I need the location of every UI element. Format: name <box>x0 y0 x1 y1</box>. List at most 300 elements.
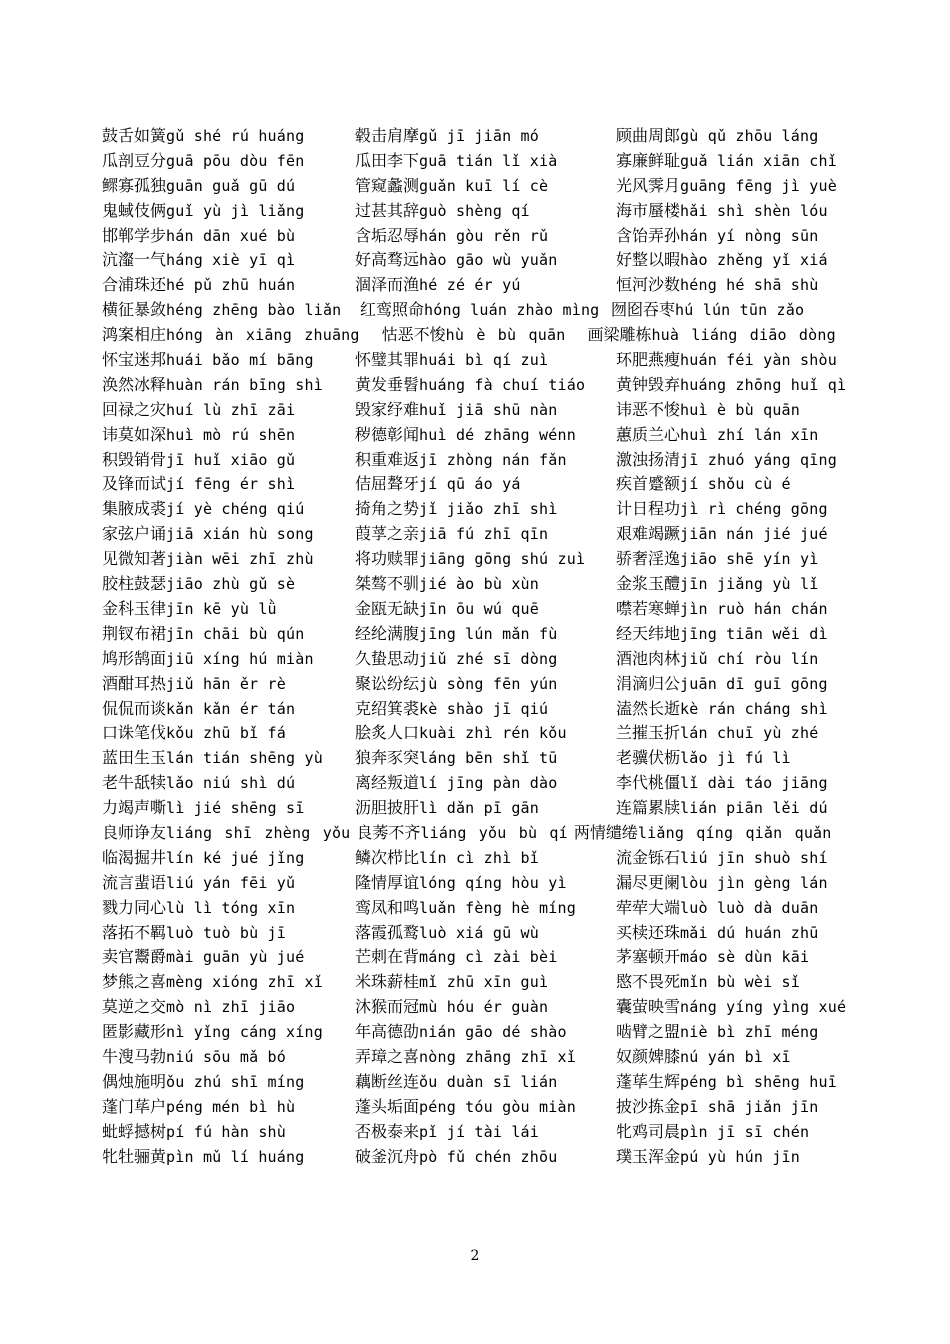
idiom-chinese: 奴颜婢膝 <box>616 1046 681 1066</box>
idiom-pinyin: juān dī guī gōng <box>680 674 828 693</box>
idiom-entry <box>616 423 818 448</box>
idiom-row <box>102 398 874 423</box>
idiom-chinese: 怙恶不悛 <box>381 325 446 345</box>
idiom-entry <box>102 1020 323 1045</box>
idiom-chinese: 葭莩之亲 <box>355 524 420 544</box>
idiom-entry <box>616 124 818 149</box>
idiom-pinyin: lù lì tóng xīn <box>166 898 296 917</box>
idiom-pinyin: hé zé ér yú <box>419 276 521 295</box>
idiom-pinyin: jiǔ chí ròu lín <box>680 649 819 668</box>
idiom-pinyin: jīn jiǎng yù lǐ <box>680 575 819 594</box>
idiom-chinese: 兰摧玉折 <box>616 723 681 743</box>
idiom-entry <box>102 472 295 497</box>
idiom-pinyin: pī shā jiǎn jīn <box>680 1097 819 1116</box>
idiom-row <box>102 1095 874 1120</box>
idiom-chinese: 回禄之灾 <box>102 399 167 419</box>
idiom-chinese: 克绍箕裘 <box>355 698 420 718</box>
idiom-pinyin: kǎn kǎn ér tán <box>166 699 296 718</box>
idiom-entry <box>616 746 791 771</box>
idiom-pinyin: liú jīn shuò shí <box>680 848 828 867</box>
idiom-pinyin: jí shǒu cù é <box>680 475 791 494</box>
idiom-entry <box>355 1095 576 1120</box>
idiom-pinyin: mù hóu ér guàn <box>419 998 549 1017</box>
idiom-pinyin: guā pōu dòu fēn <box>166 151 305 170</box>
idiom-entry <box>102 796 304 821</box>
idiom-row <box>102 1070 874 1095</box>
idiom-entry <box>616 846 828 871</box>
idiom-entry <box>616 224 818 249</box>
idiom-chinese: 沆瀣一气 <box>102 250 167 270</box>
idiom-chinese: 老骥伏枥 <box>616 748 681 768</box>
idiom-pinyin: guǐ yù jì liǎng <box>166 201 305 220</box>
idiom-entry <box>102 124 304 149</box>
idiom-chinese: 莫逆之交 <box>102 997 167 1017</box>
idiom-entry <box>102 298 341 323</box>
idiom-chinese: 溘然长逝 <box>616 698 681 718</box>
idiom-entry <box>355 124 539 149</box>
idiom-pinyin: huàn rán bīng shì <box>166 375 323 394</box>
idiom-pinyin: jǐ jiǎo zhī shì <box>419 500 558 519</box>
idiom-pinyin: lí jīng pàn dào <box>419 774 558 793</box>
idiom-pinyin: gǔ shé rú huáng <box>166 127 305 145</box>
idiom-row <box>102 1020 874 1045</box>
idiom-chinese: 牛溲马勃 <box>102 1046 167 1066</box>
idiom-entry <box>102 1120 286 1145</box>
idiom-pinyin: mài guān yù jué <box>166 948 305 967</box>
idiom-entry <box>355 423 576 448</box>
idiom-entry <box>355 970 548 995</box>
idiom-pinyin: hán dān xué bù <box>166 226 296 245</box>
idiom-entry <box>355 348 548 373</box>
idiom-pinyin: mèng xióng zhī xǐ <box>166 973 323 992</box>
idiom-entry <box>616 672 828 697</box>
idiom-pinyin: hǎi shì shèn lóu <box>680 201 828 220</box>
idiom-entry <box>382 325 566 344</box>
idiom-entry <box>611 298 804 323</box>
idiom-pinyin: huáng zhōng huǐ qì <box>680 375 847 394</box>
idiom-chinese: 计日程功 <box>616 499 681 519</box>
idiom-pinyin: lǎo niú shì dú <box>166 774 296 793</box>
idiom-entry <box>355 273 521 298</box>
idiom-pinyin: kuài zhì rén kǒu <box>419 724 567 743</box>
idiom-pinyin: lì jié shēng sī <box>166 799 305 818</box>
idiom-pinyin: pú yù hún jīn <box>680 1147 801 1166</box>
idiom-chinese: 荦荦大端 <box>616 897 681 917</box>
idiom-pinyin: guǎn kuī lí cè <box>419 176 549 195</box>
idiom-entry <box>102 597 277 622</box>
idiom-chinese: 蕙质兰心 <box>616 424 681 444</box>
idiom-row <box>102 149 874 174</box>
idiom-row <box>102 995 874 1020</box>
idiom-row <box>102 796 874 821</box>
idiom-entry <box>102 1045 286 1070</box>
idiom-chinese: 讳恶不悛 <box>616 399 681 419</box>
idiom-entry <box>616 572 818 597</box>
idiom-chinese: 买椟还珠 <box>616 922 681 942</box>
idiom-chinese: 侃侃而谈 <box>102 698 167 718</box>
idiom-entry <box>616 1145 800 1170</box>
idiom-entry <box>355 174 548 199</box>
idiom-pinyin: gù qǔ zhōu láng <box>680 127 819 145</box>
idiom-pinyin: huái bǎo mí bāng <box>166 351 314 370</box>
idiom-entry <box>355 1120 539 1145</box>
idiom-chinese: 蓝田生玉 <box>102 748 167 768</box>
idiom-chinese: 梦熊之喜 <box>102 972 167 992</box>
idiom-pinyin: nì yǐng cáng xíng <box>166 1023 323 1042</box>
idiom-pinyin: jiā fú zhī qīn <box>419 525 549 544</box>
idiom-entry <box>102 398 295 423</box>
idiom-pinyin: jī zhuó yáng qīng <box>680 450 837 469</box>
idiom-entry <box>102 871 295 896</box>
idiom-pinyin: lán chuī yù zhé <box>680 724 819 743</box>
idiom-pinyin: lǎo jì fú lì <box>680 749 791 768</box>
idiom-chinese: 啮臂之盟 <box>616 1022 681 1042</box>
idiom-pinyin: pò fǔ chén zhōu <box>419 1147 558 1166</box>
idiom-entry <box>355 199 530 224</box>
idiom-chinese: 落霞孤鹜 <box>355 922 420 942</box>
idiom-entry <box>616 945 809 970</box>
idiom-chinese: 秽德彰闻 <box>355 424 420 444</box>
idiom-entry <box>102 1070 304 1095</box>
idiom-chinese: 蓬门荜户 <box>102 1096 167 1116</box>
idiom-pinyin: nián gāo dé shào <box>419 1023 567 1042</box>
idiom-entry <box>102 497 304 522</box>
idiom-entry <box>102 622 304 647</box>
idiom-entry <box>355 472 521 497</box>
idiom-pinyin: mǐn bù wèi sǐ <box>680 973 801 992</box>
idiom-chinese: 好整以暇 <box>616 250 681 270</box>
idiom-chinese: 怀璧其罪 <box>355 350 420 370</box>
idiom-chinese: 狼奔豕突 <box>355 748 420 768</box>
idiom-chinese: 经纶满腹 <box>355 623 420 643</box>
idiom-pinyin: niú sōu mǎ bó <box>166 1047 287 1066</box>
idiom-pinyin: jì rì chéng gōng <box>680 500 828 519</box>
idiom-pinyin: kè rán cháng shì <box>680 699 828 718</box>
idiom-chinese: 鼓舌如簧 <box>102 126 167 145</box>
idiom-chinese: 蚍蜉撼树 <box>102 1121 167 1141</box>
idiom-pinyin: kǒu zhū bǐ fá <box>166 724 287 743</box>
idiom-chinese: 蓬头垢面 <box>355 1096 420 1116</box>
idiom-entry <box>102 846 304 871</box>
idiom-chinese: 经天纬地 <box>616 623 681 643</box>
idiom-chinese: 否极泰来 <box>355 1121 420 1141</box>
idiom-chinese: 酒池肉林 <box>616 648 681 668</box>
idiom-chinese: 掎角之势 <box>355 499 420 519</box>
idiom-entry <box>355 672 557 697</box>
idiom-chinese: 寡廉鲜耻 <box>616 150 681 170</box>
idiom-entry <box>102 423 295 448</box>
idiom-chinese: 含垢忍辱 <box>355 225 420 245</box>
idiom-pinyin: jiǔ zhé sī dòng <box>419 649 558 668</box>
idiom-chinese: 横征暴敛 <box>102 300 167 320</box>
idiom-chinese: 毂击肩摩 <box>355 126 420 145</box>
idiom-chinese: 金瓯无缺 <box>355 598 420 618</box>
idiom-entry <box>616 472 791 497</box>
idiom-entry <box>355 896 576 921</box>
idiom-pinyin: jīn kē yù lǜ <box>166 599 277 618</box>
idiom-entry <box>616 547 818 572</box>
idiom-entry <box>355 398 557 423</box>
idiom-row <box>102 572 874 597</box>
idiom-pinyin: huǐ jiā shū nàn <box>419 400 558 419</box>
idiom-chinese: 连篇累牍 <box>616 798 681 818</box>
idiom-chinese: 胶柱鼓瑟 <box>102 574 167 594</box>
idiom-entry <box>102 746 323 771</box>
idiom-pinyin: jí qū áo yá <box>419 475 521 494</box>
idiom-chinese: 见微知著 <box>102 549 167 569</box>
idiom-chinese: 涓滴归公 <box>616 673 681 693</box>
idiom-entry <box>102 572 295 597</box>
idiom-chinese: 年高德劭 <box>355 1022 420 1042</box>
idiom-entry <box>616 1095 818 1120</box>
idiom-chinese: 久蛰思动 <box>355 648 420 668</box>
idiom-block-3 <box>102 846 874 1170</box>
idiom-pinyin: náng yíng yìng xué <box>680 998 847 1017</box>
idiom-row <box>102 746 874 771</box>
idiom-pinyin: liǎng qíng qiǎn quǎn <box>637 823 832 842</box>
idiom-entry <box>102 547 314 572</box>
idiom-pinyin: jiāo shē yín yì <box>680 550 819 569</box>
idiom-line-wrapped <box>102 821 874 846</box>
idiom-pinyin: jiāng gōng shú zuì <box>419 550 586 569</box>
idiom-chinese: 涸泽而渔 <box>355 275 420 295</box>
idiom-row <box>102 945 874 970</box>
idiom-chinese: 藕断丝连 <box>355 1071 420 1091</box>
idiom-pinyin: lǐ dài táo jiāng <box>680 774 828 793</box>
idiom-chinese: 临渴掘井 <box>102 847 167 867</box>
idiom-chinese: 涣然冰释 <box>102 374 167 394</box>
idiom-entry <box>587 325 835 344</box>
idiom-entry <box>616 622 828 647</box>
idiom-entry <box>355 771 557 796</box>
idiom-pinyin: guò shèng qí <box>419 201 530 220</box>
idiom-row <box>102 871 874 896</box>
idiom-pinyin: lóng qíng hòu yì <box>419 873 567 892</box>
idiom-chinese: 佶屈聱牙 <box>355 474 420 494</box>
idiom-entry <box>355 248 557 273</box>
idiom-entry <box>355 945 557 970</box>
idiom-entry <box>102 1095 295 1120</box>
idiom-entry <box>102 823 350 842</box>
idiom-entry <box>102 995 295 1020</box>
idiom-chinese: 隆情厚谊 <box>355 872 420 892</box>
idiom-pinyin: péng mén bì hù <box>166 1097 296 1116</box>
idiom-row <box>102 771 874 796</box>
idiom-entry <box>102 647 314 672</box>
idiom-entry <box>616 149 837 174</box>
idiom-entry <box>355 547 585 572</box>
idiom-chinese: 偶烛施明 <box>102 1071 167 1091</box>
idiom-row <box>102 273 874 298</box>
idiom-pinyin: jīn chāi bù qún <box>166 624 305 643</box>
idiom-pinyin: láng bēn shǐ tū <box>419 749 558 768</box>
idiom-entry <box>102 224 295 249</box>
idiom-pinyin: hào zhěng yǐ xiá <box>680 251 828 270</box>
idiom-chinese: 积毁销骨 <box>102 449 167 469</box>
idiom-chinese: 瓜田李下 <box>355 150 420 170</box>
idiom-chinese: 鬼蜮伎俩 <box>102 200 167 220</box>
idiom-pinyin: hé pǔ zhū huán <box>166 276 296 295</box>
idiom-chinese: 沐猴而冠 <box>355 997 420 1017</box>
idiom-chinese: 卖官鬻爵 <box>102 947 167 967</box>
idiom-pinyin: lín cì zhì bǐ <box>419 848 540 867</box>
idiom-chinese: 酒酣耳热 <box>102 673 167 693</box>
idiom-row <box>102 970 874 995</box>
idiom-chinese: 聚讼纷纭 <box>355 673 420 693</box>
idiom-chinese: 邯郸学步 <box>102 225 167 245</box>
idiom-pinyin: máo sè dùn kāi <box>680 948 810 967</box>
idiom-pinyin: guā tián lǐ xià <box>419 151 558 170</box>
idiom-entry <box>616 248 828 273</box>
idiom-entry <box>355 995 548 1020</box>
idiom-pinyin: luò tuò bù jī <box>166 923 287 942</box>
idiom-pinyin: guāng fēng jì yuè <box>680 176 837 195</box>
idiom-row <box>102 597 874 622</box>
idiom-pinyin: huì mò rú shēn <box>166 425 296 444</box>
idiom-entry <box>355 1020 567 1045</box>
idiom-entry <box>616 597 828 622</box>
idiom-chinese: 戮力同心 <box>102 897 167 917</box>
idiom-entry <box>616 871 828 896</box>
idiom-chinese: 破釜沉舟 <box>355 1146 420 1166</box>
idiom-chinese: 将功赎罪 <box>355 549 420 569</box>
idiom-chinese: 漏尽更阑 <box>616 872 681 892</box>
idiom-line-wide <box>102 298 874 323</box>
idiom-chinese: 黄钟毁弃 <box>616 374 681 394</box>
idiom-pinyin: ǒu duàn sī lián <box>419 1072 558 1091</box>
idiom-pinyin: huì dé zhāng wénn <box>419 425 576 444</box>
idiom-entry <box>616 771 828 796</box>
idiom-pinyin: jí fēng ér shì <box>166 475 296 494</box>
idiom-chinese: 红鸾照命 <box>360 300 425 320</box>
idiom-entry <box>102 348 314 373</box>
idiom-row <box>102 1120 874 1145</box>
idiom-chinese: 家弦户诵 <box>102 524 167 544</box>
idiom-pinyin: jìn ruò hán chán <box>680 599 828 618</box>
idiom-chinese: 口诛笔伐 <box>102 723 167 743</box>
idiom-chinese: 集腋成裘 <box>102 499 167 519</box>
idiom-entry <box>355 921 539 946</box>
idiom-entry <box>616 448 837 473</box>
idiom-row <box>102 896 874 921</box>
idiom-pinyin: niè bì zhī méng <box>680 1023 819 1042</box>
idiom-pinyin: huà liáng diāo dòng <box>651 326 836 345</box>
idiom-entry <box>616 1045 791 1070</box>
idiom-chinese: 牝鸡司晨 <box>616 1121 681 1141</box>
idiom-entry <box>355 497 557 522</box>
idiom-entry <box>102 248 295 273</box>
idiom-pinyin: liú yán fēi yǔ <box>166 873 296 892</box>
idiom-entry <box>102 448 295 473</box>
idiom-chinese: 桀骜不驯 <box>355 574 420 594</box>
idiom-chinese: 落拓不羁 <box>102 922 167 942</box>
idiom-pinyin: mǎi dú huán zhū <box>680 923 819 942</box>
idiom-chinese: 激浊扬清 <box>616 449 681 469</box>
idiom-row <box>102 522 874 547</box>
idiom-chinese: 蓬荜生辉 <box>616 1071 681 1091</box>
idiom-pinyin: jiāo zhù gǔ sè <box>166 575 296 594</box>
idiom-pinyin: hù è bù quān <box>445 326 566 345</box>
idiom-entry <box>355 572 539 597</box>
idiom-chinese: 荆钗布裙 <box>102 623 167 643</box>
idiom-entry <box>616 995 846 1020</box>
idiom-pinyin: jīng lún mǎn fù <box>419 624 558 643</box>
idiom-chinese: 恒河沙数 <box>616 275 681 295</box>
idiom-pinyin: gǔ jī jiān mó <box>419 127 540 145</box>
idiom-pinyin: péng tóu gòu miàn <box>419 1097 576 1116</box>
idiom-pinyin: huí lù zhī zāi <box>166 400 296 419</box>
idiom-row <box>102 1145 874 1170</box>
idiom-pinyin: lín ké jué jǐng <box>166 848 305 867</box>
idiom-pinyin: hú lún tūn zǎo <box>675 301 805 320</box>
idiom-entry <box>355 522 548 547</box>
idiom-entry <box>355 721 567 746</box>
idiom-chinese: 疾首蹙额 <box>616 474 681 494</box>
idiom-entry <box>616 1120 809 1145</box>
idiom-pinyin: hào gāo wù yuǎn <box>419 251 558 270</box>
idiom-chinese: 瓜剖豆分 <box>102 150 167 170</box>
idiom-chinese: 老牛舐犊 <box>102 773 167 793</box>
idiom-chinese: 脍炙人口 <box>355 723 420 743</box>
idiom-chinese: 积重难返 <box>355 449 420 469</box>
idiom-pinyin: hóng àn xiāng zhuāng <box>166 326 360 345</box>
idiom-row <box>102 423 874 448</box>
idiom-entry <box>102 697 295 722</box>
idiom-row <box>102 174 874 199</box>
idiom-entry <box>355 846 539 871</box>
idiom-pinyin: liáng yǒu bù qí <box>420 823 568 842</box>
idiom-entry <box>102 325 360 344</box>
idiom-entry <box>616 398 800 423</box>
idiom-entry <box>355 1145 557 1170</box>
idiom-pinyin: nòng zhāng zhī xǐ <box>419 1047 576 1066</box>
idiom-row <box>102 248 874 273</box>
idiom-chinese: 含饴弄孙 <box>616 225 681 245</box>
idiom-pinyin: huì zhí lán xīn <box>680 425 819 444</box>
idiom-row <box>102 647 874 672</box>
idiom-pinyin: pí fú hàn shù <box>166 1122 287 1141</box>
idiom-entry <box>355 697 548 722</box>
idiom-chinese: 鸿案相庄 <box>102 325 167 345</box>
idiom-chinese: 良师诤友 <box>102 822 167 842</box>
idiom-pinyin: huáng fà chuí tiáo <box>419 375 586 394</box>
idiom-pinyin: jīng tiān wěi dì <box>680 624 828 643</box>
idiom-entry <box>102 1145 304 1170</box>
idiom-entry <box>102 199 304 224</box>
idiom-pinyin: jiān nán jié jué <box>680 525 828 544</box>
idiom-pinyin: jiā xián hù song <box>166 525 314 544</box>
idiom-pinyin: héng zhēng bào liǎn <box>166 301 342 320</box>
idiom-pinyin: luǎn fèng hè míng <box>419 898 576 917</box>
idiom-pinyin: huán féi yàn shòu <box>680 351 837 370</box>
idiom-pinyin: lán tián shēng yù <box>166 749 323 768</box>
idiom-pinyin: pǐ jí tài lái <box>419 1122 540 1141</box>
idiom-entry <box>616 697 828 722</box>
idiom-entry <box>356 823 567 842</box>
idiom-chinese: 好高骛远 <box>355 250 420 270</box>
idiom-row <box>102 672 874 697</box>
idiom-entry <box>102 522 314 547</box>
idiom-entry <box>616 373 846 398</box>
idiom-entry <box>102 921 286 946</box>
idiom-entry <box>102 174 295 199</box>
idiom-chinese: 怀宝迷邦 <box>102 350 167 370</box>
idiom-pinyin: kè shào jī qiú <box>419 699 549 718</box>
idiom-entry <box>616 1070 837 1095</box>
idiom-row <box>102 1045 874 1070</box>
idiom-pinyin: huái bì qí zuì <box>419 351 549 370</box>
idiom-row <box>102 199 874 224</box>
